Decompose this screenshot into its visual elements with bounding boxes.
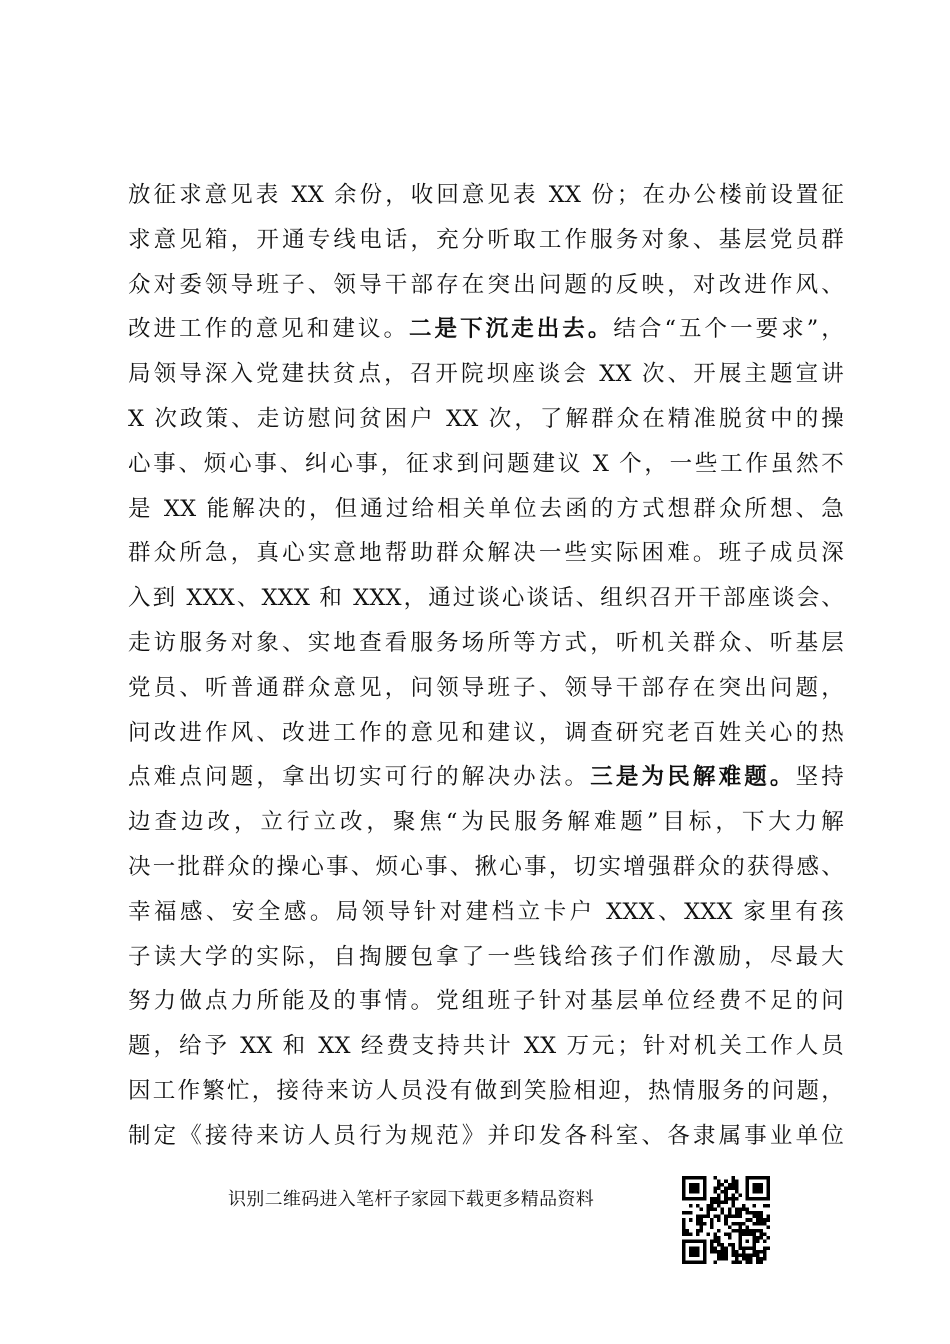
qr-code-icon[interactable] (682, 1176, 770, 1264)
text-line: 党员、听普通群众意见，问领导班子、领导干部存在突出问题， (128, 674, 844, 701)
text-line: 改进工作的意见和建议。二是下沉走出去。结合“五个一要求”， (128, 316, 844, 343)
text-line: 走访服务对象、实地查看服务场所等方式，听机关群众、听基层 (128, 629, 844, 656)
text-line: 子读大学的实际，自掏腰包拿了一些钱给孩子们作激励，尽最大 (128, 943, 844, 970)
footer (228, 1178, 594, 1218)
text-line: 因工作繁忙，接待来访人员没有做到笑脸相迎，热情服务的问题， (128, 1077, 844, 1104)
footer-text: 识别二维码进入笔杆子家园下载更多精品资料 (228, 1189, 594, 1210)
bold-heading: 二是下沉走出去。 (409, 316, 614, 343)
text-line: 决一批群众的操心事、烦心事、揪心事，切实增强群众的获得感、 (128, 853, 844, 880)
text-line: 求意见箱，开通专线电话，充分听取工作服务对象、基层党员群 (128, 226, 844, 253)
text-line: 边查边改，立行立改，聚焦“为民服务解难题”目标，下大力解 (128, 809, 844, 836)
text-line: 题，给予 XX 和 XX 经费支持共计 XX 万元；针对机关工作人员 (128, 1033, 844, 1060)
text-line: 是 XX 能解决的，但通过给相关单位去函的方式想群众所想、急 (128, 495, 844, 522)
text-line: 众对委领导班子、领导干部存在突出问题的反映，对改进作风、 (128, 271, 844, 298)
text-line: 放征求意见表 XX 余份，收回意见表 XX 份；在办公楼前设置征 (128, 182, 844, 208)
text-line: 局领导深入党建扶贫点，召开院坝座谈会 XX 次、开展主题宣讲 (128, 361, 844, 388)
text-line: 点难点问题，拿出切实可行的解决办法。三是为民解难题。坚持 (128, 764, 844, 791)
bold-heading: 三是为民解难题。 (590, 764, 796, 791)
text-line: X 次政策、走访慰问贫困户 XX 次，了解群众在精准脱贫中的操 (128, 405, 844, 432)
document-body (128, 173, 844, 1159)
text-line: 群众所急，真心实意地帮助群众解决一些实际困难。班子成员深 (128, 540, 844, 567)
text-line: 制定《接待来访人员行为规范》并印发各科室、各隶属事业单位 (128, 1122, 844, 1149)
text-line: 入到 XXX、XXX 和 XXX，通过谈心谈话、组织召开干部座谈会、 (128, 585, 844, 612)
text-line: 问改进作风、改进工作的意见和建议，调查研究老百姓关心的热 (128, 719, 844, 746)
text-line: 幸福感、安全感。局领导针对建档立卡户 XXX、XXX 家里有孩 (128, 898, 844, 925)
text-line: 努力做点力所能及的事情。党组班子针对基层单位经费不足的问 (128, 988, 844, 1015)
text-line: 心事、烦心事、纠心事，征求到问题建议 X 个，一些工作虽然不 (128, 450, 844, 477)
